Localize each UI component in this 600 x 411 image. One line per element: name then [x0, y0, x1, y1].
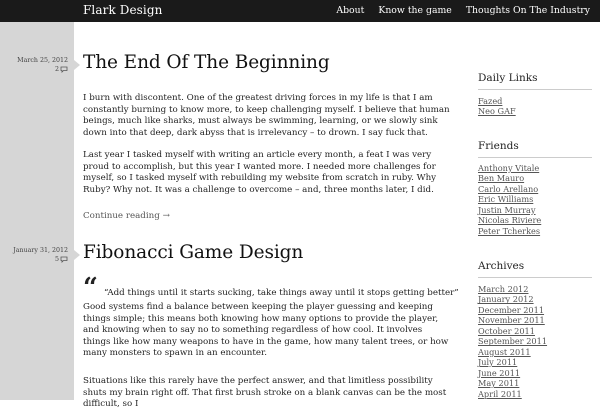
divider — [478, 277, 592, 278]
daily-link[interactable]: Fazed — [478, 96, 503, 106]
friend-link[interactable]: Justin Murray — [478, 204, 536, 215]
speech-bubble-icon — [60, 256, 68, 263]
archive-link[interactable]: April 2011 — [478, 388, 522, 399]
comment-count: 5 — [54, 256, 59, 263]
archive-link[interactable]: September 2011 — [478, 336, 548, 347]
friend-link[interactable]: Peter Tcherkes — [478, 225, 541, 236]
comment-count-link[interactable] — [55, 65, 68, 74]
archive-link[interactable]: November 2011 — [478, 315, 545, 326]
post-date: January 31, 2012 — [13, 247, 68, 254]
post-title[interactable]: Fibonacci Game Design — [83, 242, 304, 263]
archive-link[interactable]: August 2011 — [478, 346, 531, 357]
post-meta — [0, 246, 68, 264]
post-title[interactable]: The End Of The Beginning — [83, 52, 330, 73]
main-nav — [329, 0, 600, 22]
site-brand-link[interactable]: Flark Design — [83, 3, 163, 17]
daily-links-heading: Daily Links — [478, 72, 538, 84]
nav-thoughts-on-the-industry[interactable]: Thoughts On The Industry — [465, 5, 590, 16]
top-navigation-bar — [0, 0, 600, 22]
friends-heading: Friends — [478, 140, 519, 152]
archive-link[interactable]: October 2011 — [478, 325, 535, 336]
friend-link[interactable]: Anthony Vitale — [478, 163, 540, 173]
comment-count: 2 — [54, 66, 59, 73]
post-marker-arrow — [74, 250, 80, 260]
daily-link[interactable]: Neo GAF — [478, 106, 516, 117]
left-gutter — [0, 22, 74, 400]
archive-link[interactable]: June 2011 — [478, 367, 521, 378]
friends-list — [478, 163, 541, 236]
archive-link[interactable]: May 2011 — [478, 378, 520, 389]
speech-bubble-icon — [60, 66, 68, 73]
friend-link[interactable]: Ben Mauro — [478, 173, 525, 184]
archive-link[interactable]: January 2012 — [478, 294, 534, 305]
post-meta — [0, 56, 68, 74]
archive-link[interactable]: July 2011 — [478, 357, 518, 368]
daily-links-list — [478, 96, 516, 117]
divider — [478, 89, 592, 90]
comment-count-link[interactable] — [55, 255, 68, 264]
post-date: March 25, 2012 — [17, 57, 68, 64]
friend-link[interactable]: Eric Williams — [478, 194, 534, 205]
post-paragraph: Situations like this rarely have the perfect answer, and that limitless possibility shuts my brain right off. That first brush stroke on a blank canvas can be the most difficult, so I — [83, 376, 447, 409]
archive-link[interactable]: March 2012 — [478, 284, 529, 294]
archive-link[interactable]: December 2011 — [478, 304, 545, 315]
archives-list — [478, 284, 547, 399]
continue-reading-link[interactable]: Continue reading → — [83, 211, 170, 221]
friend-link[interactable]: Nicolas Riviere — [478, 215, 542, 226]
pull-quote: “Add things until it starts sucking, take things away until it stops getting better” — [104, 287, 459, 298]
quote-mark-icon: “ — [83, 273, 98, 303]
friend-link[interactable]: Carlo Arellano — [478, 183, 539, 194]
nav-know-the-game[interactable]: Know the game — [378, 5, 452, 16]
divider — [478, 157, 592, 158]
nav-about[interactable]: About — [336, 5, 365, 16]
post-paragraph: Good systems find a balance between keeping the player guessing and keeping things simple; this means both knowing how many options to provide the player, and knowing when to say no to something regardless of how cool. It involves things like how many weapons to have in the game, how many talent trees, or how many monsters to spawn in an encounter. — [83, 302, 449, 358]
post-marker-arrow — [74, 60, 80, 70]
post-paragraph: I burn with discontent. One of the greatest driving forces in my life is that I am constantly burning to know more, to keep challenging myself. I believe that human beings, much like sharks, must always be swimming, learning, or we slowly sink down into that deep, dark abyss that is irrelevancy – to drown. I say fuck that. — [83, 93, 450, 138]
archives-heading: Archives — [478, 260, 525, 272]
post-paragraph: Last year I tasked myself with writing an article every month, a feat I was very proud to accomplish, but this year I wanted more. I needed more challenges for myself, so I tasked myself with rebuilding my website from scratch in ruby. Why Ruby? Why not. It was a challenge to overcome – and, three months later, I did. — [83, 150, 437, 195]
